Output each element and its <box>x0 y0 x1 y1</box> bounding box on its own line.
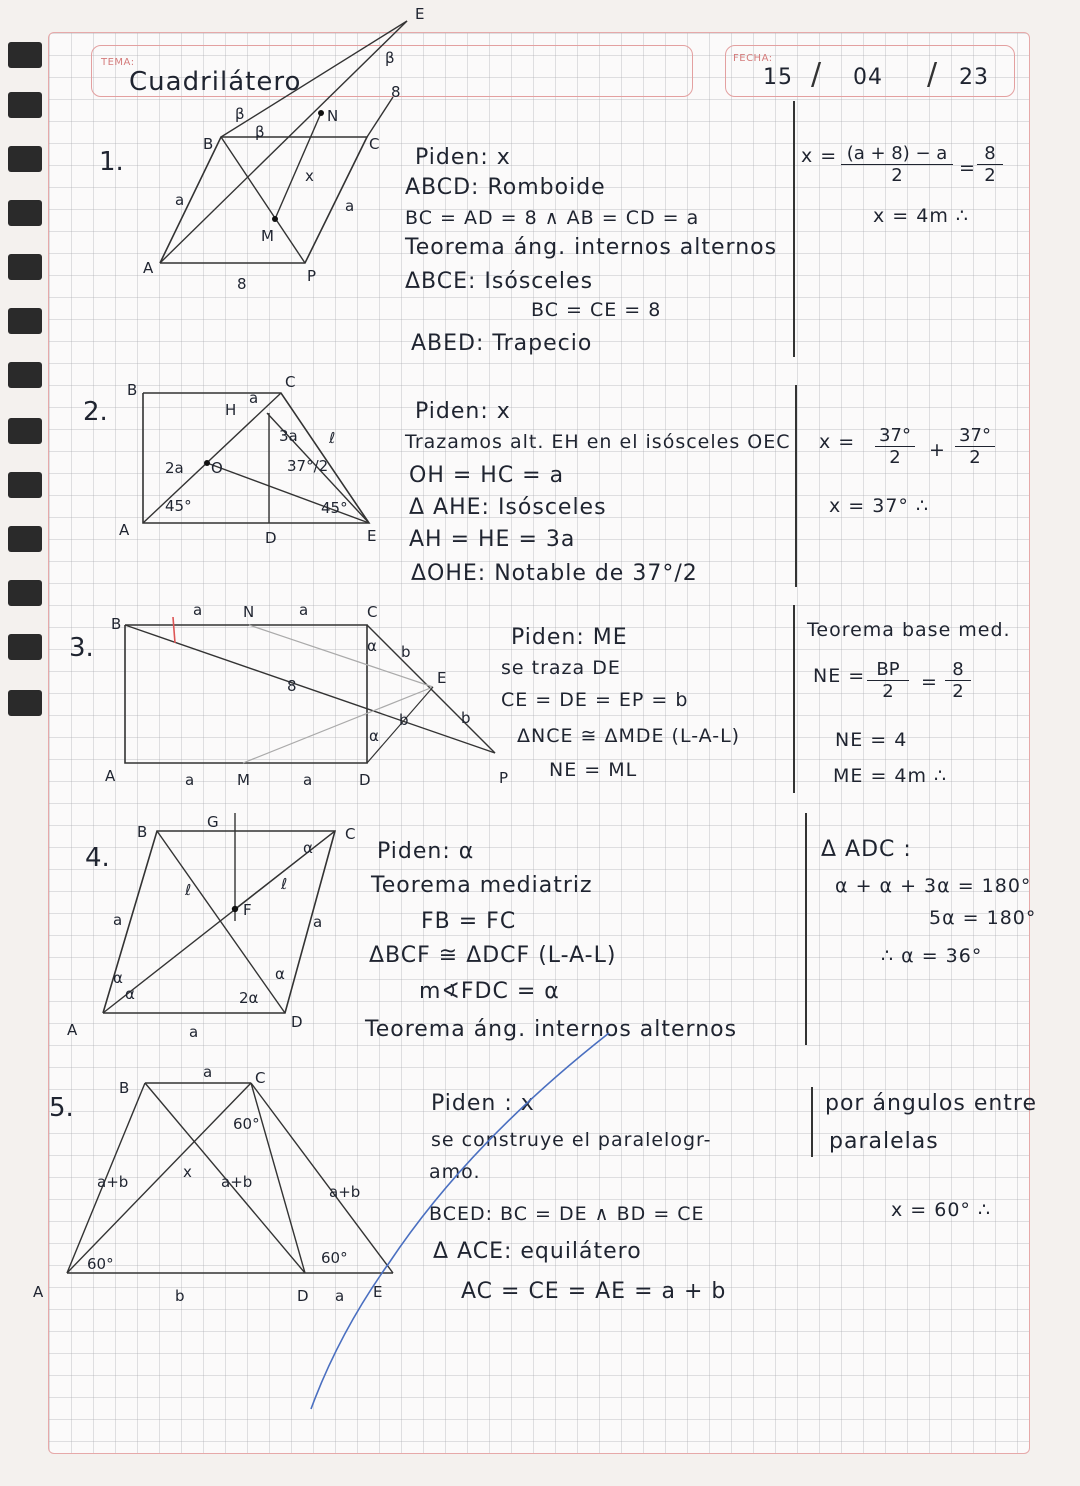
label-N: N <box>243 603 255 621</box>
problem-3-figure <box>103 593 513 793</box>
binding-hole <box>8 580 42 606</box>
column-divider <box>805 813 807 1045</box>
fraction-numerator: 8 <box>945 659 971 681</box>
label-a: a <box>299 601 309 619</box>
fraction-denominator: 2 <box>882 681 894 702</box>
binding-hole <box>8 42 42 68</box>
label-alpha: α <box>113 969 123 987</box>
label-B: B <box>127 381 138 399</box>
label-D: D <box>359 771 371 789</box>
problem-3-line: NE = ML <box>549 759 638 781</box>
problem-5-line: BCED: BC = DE ∧ BD = CE <box>429 1203 705 1225</box>
label-37-over-2: 37°/2 <box>287 457 329 475</box>
label-45: 45° <box>165 497 192 515</box>
label-45: 45° <box>321 499 348 517</box>
problem-4-line: ΔBCF ≅ ΔDCF (L-A-L) <box>369 943 617 968</box>
problem-2-line: Trazamos alt. EH en el isósceles OEC <box>405 431 791 453</box>
fraction-denominator: 2 <box>984 165 996 186</box>
label-3a: 3a <box>279 427 298 445</box>
problem-3-line: Piden: ME <box>511 625 628 650</box>
problem-3-line: ΔNCE ≅ ΔMDE (L-A-L) <box>517 725 741 747</box>
label-E: E <box>373 1283 383 1301</box>
label-a: a <box>345 197 355 215</box>
label-B: B <box>137 823 148 841</box>
label-M: M <box>261 227 274 245</box>
label-60: 60° <box>321 1249 348 1267</box>
problem-2-line: AH = HE = 3a <box>409 527 576 552</box>
page-title: Cuadrilátero <box>129 67 302 97</box>
problem-1-result: x = <box>801 145 838 167</box>
problem-5-line: AC = CE = AE = a + b <box>461 1279 727 1304</box>
label-alpha: α <box>275 965 285 983</box>
problem-5-line: se construye el paralelogr- <box>431 1129 712 1151</box>
label-D: D <box>297 1287 309 1305</box>
date-separator: / <box>811 57 823 92</box>
column-divider <box>793 101 795 357</box>
label-E: E <box>437 669 447 687</box>
label-b: b <box>175 1287 185 1305</box>
label-x: x <box>183 1163 192 1181</box>
binding-hole <box>8 254 42 280</box>
label-M: M <box>237 771 250 789</box>
problem-2-number: 2. <box>83 397 108 427</box>
label-60: 60° <box>87 1255 114 1273</box>
problem-4-line: FB = FC <box>421 909 517 934</box>
problem-3-result: NE = <box>813 665 866 687</box>
label-a: a <box>335 1287 345 1305</box>
binding-hole <box>8 200 42 226</box>
problem-2-figure <box>109 373 389 573</box>
label-C: C <box>255 1069 266 1087</box>
label-a: a <box>189 1023 199 1041</box>
label-N: N <box>327 107 339 125</box>
label-8: 8 <box>237 275 247 293</box>
fecha-label: FECHA: <box>733 53 773 64</box>
label-a: a <box>249 389 259 407</box>
label-a: a <box>313 913 323 931</box>
fraction-numerator: BP <box>867 659 909 681</box>
problem-4-number: 4. <box>85 843 110 873</box>
label-a: a <box>113 911 123 929</box>
problem-2-line: Piden: x <box>415 399 511 424</box>
problem-5-result-title: por ángulos entre <box>825 1091 1038 1116</box>
problem-1-fraction <box>977 143 1003 186</box>
fraction-denominator: 2 <box>969 447 981 468</box>
label-alpha: α <box>125 985 135 1003</box>
fraction-numerator: 37° <box>875 425 915 447</box>
label-E: E <box>367 527 377 545</box>
label-A: A <box>67 1021 78 1039</box>
column-divider <box>793 605 795 793</box>
label-x: x <box>305 167 314 185</box>
label-a: a <box>193 601 203 619</box>
equals-sign: = <box>921 671 938 693</box>
problem-2-line: OH = HC = a <box>409 463 565 488</box>
problem-2-fraction <box>875 425 915 468</box>
column-divider <box>811 1087 813 1157</box>
tema-label: TEMA: <box>101 57 135 68</box>
label-alpha: α <box>369 727 379 745</box>
problem-4-line: Piden: α <box>377 839 475 864</box>
fraction-denominator: 2 <box>889 447 901 468</box>
problem-1-line: BC = CE = 8 <box>531 299 662 321</box>
fraction-numerator: 8 <box>977 143 1003 165</box>
problem-3-fraction <box>945 659 971 702</box>
label-60: 60° <box>233 1115 260 1133</box>
fraction-denominator: 2 <box>891 165 903 186</box>
label-C: C <box>369 135 380 153</box>
problem-2-line: ΔOHE: Notable de 37°/2 <box>411 561 698 586</box>
label-8: 8 <box>287 677 297 695</box>
problem-3-number: 3. <box>69 633 94 663</box>
plus-sign: + <box>929 439 946 461</box>
label-2alpha: 2α <box>239 989 259 1007</box>
problem-4-result: 5α = 180° <box>929 907 1037 929</box>
label-beta: β <box>235 105 245 123</box>
label-A: A <box>119 521 130 539</box>
date-separator: / <box>927 57 939 92</box>
binding-hole <box>8 472 42 498</box>
label-l: ℓ <box>185 881 192 899</box>
label-l: ℓ <box>329 429 336 447</box>
fecha-year: 23 <box>959 65 989 90</box>
problem-4-figure <box>69 803 399 1043</box>
binding-hole <box>8 526 42 552</box>
problem-4-line: Teorema áng. internos alternos <box>365 1017 738 1042</box>
label-a-plus-b: a+b <box>329 1183 361 1201</box>
problem-4-line: Teorema mediatriz <box>371 873 593 898</box>
label-D: D <box>291 1013 303 1031</box>
problem-2-answer: x = 37° ∴ <box>829 495 930 517</box>
problem-1-number: 1. <box>99 147 124 177</box>
label-alpha: α <box>303 839 313 857</box>
problem-5-line: Δ ACE: equilátero <box>433 1239 642 1264</box>
label-a: a <box>175 191 185 209</box>
label-E: E <box>415 5 425 23</box>
label-P: P <box>499 769 509 787</box>
label-a: a <box>185 771 195 789</box>
binding-hole <box>8 418 42 444</box>
label-B: B <box>119 1079 130 1097</box>
fecha-month: 04 <box>853 65 883 90</box>
fraction-denominator: 2 <box>952 681 964 702</box>
label-b: b <box>461 709 471 727</box>
binding-hole <box>8 634 42 660</box>
label-G: G <box>207 813 219 831</box>
fraction-numerator: (a + 8) − a <box>841 143 953 165</box>
problem-3-result-title: Teorema base med. <box>807 619 1011 641</box>
label-C: C <box>367 603 378 621</box>
label-A: A <box>105 767 116 785</box>
label-D: D <box>265 529 277 547</box>
label-b: b <box>399 711 409 729</box>
problem-1-answer: x = 4m ∴ <box>873 205 969 227</box>
label-O: O <box>211 459 223 477</box>
problem-1-line: Teorema áng. internos alternos <box>405 235 778 260</box>
label-C: C <box>285 373 296 391</box>
problem-4-result-title: Δ ADC : <box>821 837 912 862</box>
label-B: B <box>111 615 122 633</box>
problem-2-line: Δ AHE: Isósceles <box>409 495 607 520</box>
problem-4-result: α + α + 3α = 180° <box>835 875 1032 897</box>
problem-1-line: ΔBCE: Isósceles <box>405 269 594 294</box>
problem-3-answer: ME = 4m ∴ <box>833 765 948 787</box>
problem-1-fraction <box>841 143 953 186</box>
label-beta: β <box>385 49 395 67</box>
problem-2-result: x = <box>819 431 856 453</box>
label-a-plus-b: a+b <box>221 1173 253 1191</box>
label-a: a <box>203 1063 213 1081</box>
binding-hole <box>8 690 42 716</box>
problem-3-result: NE = 4 <box>835 729 908 751</box>
problem-5-answer: x = 60° ∴ <box>891 1199 992 1221</box>
binding-hole <box>8 362 42 388</box>
problem-1-line: ABCD: Romboide <box>405 175 606 200</box>
binding-hole <box>8 308 42 334</box>
problem-1-line: BC = AD = 8 ∧ AB = CD = a <box>405 207 700 229</box>
problem-1-line: ABED: Trapecio <box>411 331 593 356</box>
problem-3-line: se traza DE <box>501 657 621 679</box>
label-b: b <box>401 643 411 661</box>
problem-4-line: m∢FDC = α <box>419 979 560 1004</box>
binding-hole <box>8 146 42 172</box>
fraction-numerator: 37° <box>955 425 995 447</box>
problem-4-answer: ∴ α = 36° <box>881 945 983 967</box>
label-l: ℓ <box>281 875 288 893</box>
label-F: F <box>243 901 252 919</box>
problem-5-line: Piden : x <box>431 1091 535 1116</box>
problem-5-result-title: paralelas <box>829 1129 939 1154</box>
label-C: C <box>345 825 356 843</box>
problem-5-line: amo. <box>429 1161 481 1183</box>
label-alpha: α <box>367 637 377 655</box>
column-divider <box>795 385 797 587</box>
label-A: A <box>33 1283 44 1301</box>
binding-hole <box>8 92 42 118</box>
equals-sign: = <box>959 157 976 179</box>
label-2a: 2a <box>165 459 184 477</box>
label-P: P <box>307 267 317 285</box>
problem-3-fraction <box>867 659 909 702</box>
label-8: 8 <box>391 83 401 101</box>
label-B: B <box>203 135 214 153</box>
label-a-plus-b: a+b <box>97 1173 129 1191</box>
label-beta: β <box>255 123 265 141</box>
pen-stroke-mark <box>299 1023 619 1423</box>
notebook-page <box>33 5 1038 1454</box>
problem-1-line: Piden: x <box>415 145 511 170</box>
label-H: H <box>225 401 237 419</box>
label-A: A <box>143 259 154 277</box>
problem-2-fraction <box>955 425 995 468</box>
problem-3-line: CE = DE = EP = b <box>501 689 689 711</box>
problem-1-figure <box>143 5 425 293</box>
label-a: a <box>303 771 313 789</box>
fecha-day: 15 <box>763 65 793 90</box>
problem-5-number: 5. <box>49 1093 74 1123</box>
